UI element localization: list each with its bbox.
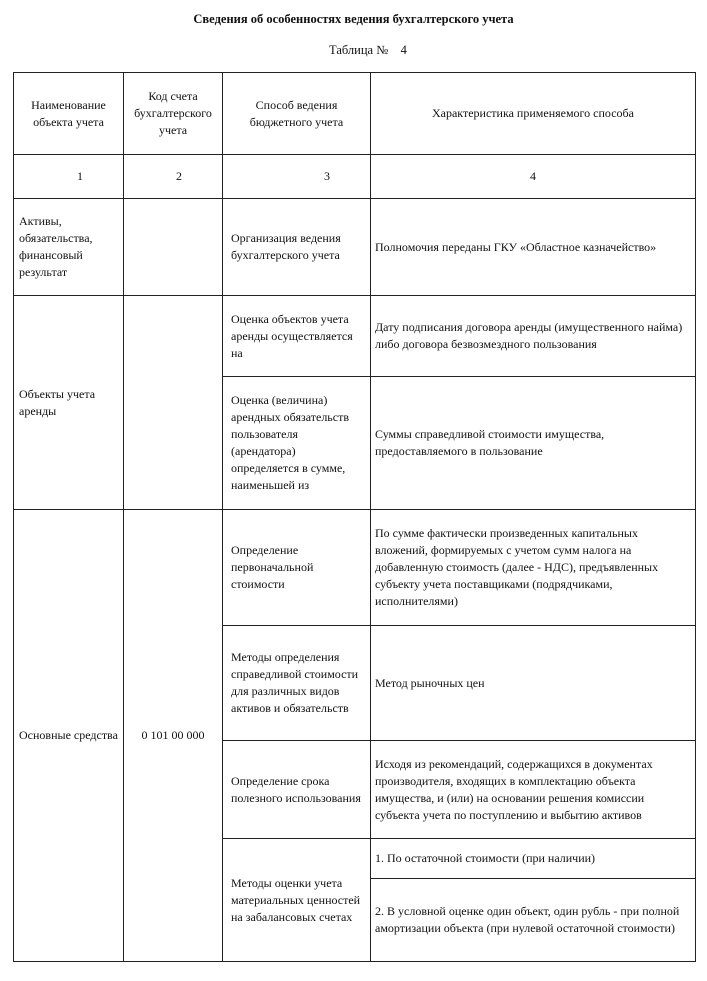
table-row — [14, 296, 696, 377]
header-object: Наименование объекта учета — [14, 73, 124, 155]
characteristic-cell: Метод рыночных цен — [371, 626, 696, 741]
table-row — [14, 199, 696, 296]
column-number: 1 — [14, 155, 124, 199]
method-cell: Методы оценки учета материальных ценностей на забалансовых счетах — [223, 839, 371, 962]
table-header-row — [14, 73, 696, 155]
characteristic-cell: Исходя из рекомендаций, содержащихся в документах производителя, входящих в комплектацию объекта имущества, и (или) на основании решения комиссии субъекта учета по поступлению и выбытию активов — [371, 741, 696, 839]
table-row — [14, 510, 696, 626]
account-code: 0 101 00 000 — [124, 510, 223, 962]
column-number: 4 — [371, 155, 696, 199]
account-code — [124, 199, 223, 296]
column-number-row — [14, 155, 696, 199]
object-name: Активы, обязательства, финансовый результат — [14, 199, 124, 296]
method-cell: Оценка объектов учета аренды осуществляется на — [223, 296, 371, 377]
method-cell: Оценка (величина) арендных обязательств пользователя (арендатора) определяется в сумме, наименьшей из — [223, 377, 371, 510]
method-cell: Организация ведения бухгалтерского учета — [223, 199, 371, 296]
header-method: Способ ведения бюджетного учета — [223, 73, 371, 155]
method-cell: Методы определения справедливой стоимости для различных видов активов и обязательств — [223, 626, 371, 741]
account-code — [124, 296, 223, 510]
column-number: 2 — [124, 155, 223, 199]
characteristic-cell: 2. В условной оценке один объект, один рубль - при полной амортизации объекта (при нулевой остаточной стоимости) — [371, 879, 696, 962]
column-number: 3 — [223, 155, 371, 199]
characteristic-cell: Дату подписания договора аренды (имущественного найма) либо договора безвозмездного пользования — [371, 296, 696, 377]
header-characteristic: Характеристика применяемого способа — [371, 73, 696, 155]
characteristic-cell: По сумме фактически произведенных капитальных вложений, формируемых с учетом сумм налога на добавленную стоимость (далее - НДС), предъявленных субъекту учета поставщиками (подрядчиками, исполнителями) — [371, 510, 696, 626]
method-cell: Определение первоначальной стоимости — [223, 510, 371, 626]
document-title: Сведения об особенностях ведения бухгалтерского учета — [193, 12, 514, 26]
accounting-table — [13, 72, 696, 962]
characteristic-cell: Суммы справедливой стоимости имущества, предоставляемого в пользование — [371, 377, 696, 510]
characteristic-cell: 1. По остаточной стоимости (при наличии) — [371, 839, 696, 879]
characteristic-cell: Полномочия переданы ГКУ «Областное казначейство» — [371, 199, 696, 296]
header-account-code: Код счета бухгалтерского учета — [124, 73, 223, 155]
table-number-label: Таблица № 4 — [329, 43, 407, 57]
object-name: Объекты учета аренды — [14, 296, 124, 510]
method-cell: Определение срока полезного использования — [223, 741, 371, 839]
object-name: Основные средства — [14, 510, 124, 962]
